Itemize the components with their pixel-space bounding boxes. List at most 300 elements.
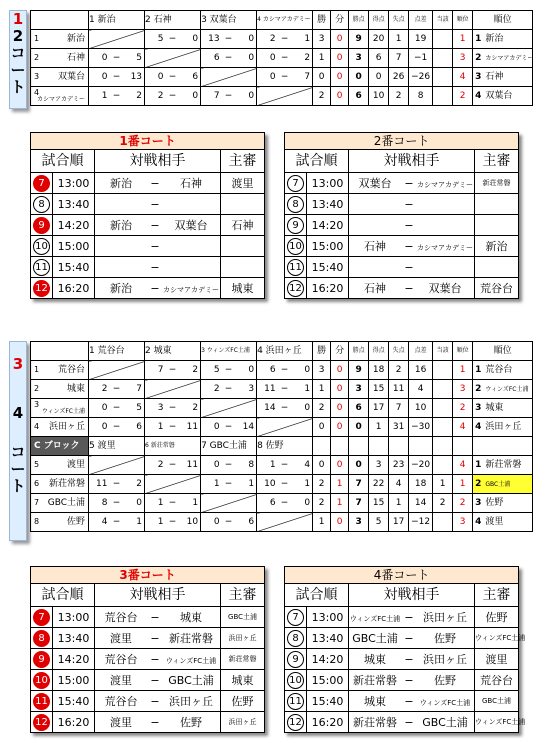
court-header-row — [31, 150, 265, 173]
versus-dash: − — [150, 610, 160, 624]
team-name-cell — [31, 49, 89, 68]
order-header: 試合順 — [31, 584, 95, 607]
diagonal-cell — [89, 361, 145, 380]
score-home: 6 — [201, 49, 222, 68]
match-cell — [95, 194, 221, 215]
court-1-schedule — [30, 132, 265, 299]
side-char: コ — [10, 443, 26, 461]
diagonal-cell — [89, 456, 145, 475]
schedule-row — [31, 691, 265, 712]
rank-cell: 4 — [453, 68, 473, 87]
goals-for-cell: 0 — [369, 68, 389, 87]
score-away: 2 — [124, 87, 145, 106]
order-header: 試合順 — [285, 584, 349, 607]
blank-header-cell — [389, 437, 409, 456]
schedule-row — [31, 712, 265, 733]
match-number-cell — [285, 607, 307, 628]
goals-against-header: 失点 — [389, 342, 409, 361]
standing-number: 1 — [475, 364, 482, 375]
team-name: 新治 — [66, 33, 85, 44]
match-number: 7 — [287, 175, 304, 192]
match-cell — [349, 257, 475, 278]
score-home: 2 — [145, 87, 166, 106]
court-title-row — [285, 133, 519, 150]
match-cell — [349, 607, 475, 628]
team-name-cell — [31, 418, 89, 437]
goals-for-header: 得点 — [369, 11, 389, 30]
match-number: 12 — [33, 280, 50, 297]
points-header: 勝点 — [349, 11, 369, 30]
score-home: 1 — [145, 494, 166, 513]
score-home: 1 — [145, 513, 166, 532]
team-name: GBC土浦 — [47, 497, 85, 508]
goal-diff-cell: 19 — [409, 30, 433, 49]
score-dash: − — [278, 494, 292, 513]
standing-team: 荒谷台 — [485, 364, 513, 375]
points-header: 勝点 — [349, 342, 369, 361]
score-dash: − — [278, 380, 292, 399]
time-cell: 13:40 — [307, 628, 349, 649]
team-b: カシマアカデミー — [163, 285, 219, 294]
score-home: 11 — [89, 475, 110, 494]
match-cell — [95, 649, 221, 670]
wins-cell: 1 — [313, 380, 331, 399]
score-home: 1 — [201, 475, 222, 494]
match-number-cell — [285, 649, 307, 670]
draws-cell: 1 — [331, 475, 349, 494]
diagonal-cell — [89, 30, 145, 49]
team-name-cell — [31, 380, 89, 399]
standing-cell — [473, 475, 533, 494]
court-title-row — [31, 567, 265, 584]
standing-number: 4 — [475, 516, 482, 527]
score-away: 0 — [236, 361, 257, 380]
match-number: 8 — [33, 196, 50, 213]
score-home: 0 — [89, 49, 110, 68]
court-title: 3番コート — [31, 567, 265, 584]
block-a-header-row — [31, 11, 533, 30]
versus-dash: − — [404, 218, 414, 232]
match-cell — [95, 670, 221, 691]
referee-cell: 渡里 — [221, 173, 265, 194]
match-cell — [95, 691, 221, 712]
schedule-row — [285, 628, 519, 649]
order-header: 試合順 — [285, 150, 349, 173]
standing-cell — [473, 399, 533, 418]
standing-cell — [473, 68, 533, 87]
match-number: 8 — [33, 630, 50, 647]
score-home: 0 — [89, 68, 110, 87]
match-number: 10 — [33, 238, 50, 255]
points-cell: 7 — [349, 475, 369, 494]
referee-cell — [475, 257, 519, 278]
referee-header: 主審 — [475, 584, 519, 607]
court-header-row — [31, 584, 265, 607]
team-b: 佐野 — [434, 673, 456, 687]
draws-cell: 0 — [331, 456, 349, 475]
referee-cell: 新荘常磐 — [475, 173, 519, 194]
score-away: 0 — [292, 361, 313, 380]
match-number: 11 — [33, 693, 50, 710]
team-name: 渡里 — [66, 459, 85, 470]
match-cell — [349, 278, 475, 299]
team-a: 城東 — [364, 652, 386, 666]
points-cell: 9 — [349, 30, 369, 49]
score-home: 0 — [89, 418, 110, 437]
team-a: 荒谷台 — [104, 610, 138, 624]
versus-dash: − — [404, 694, 414, 708]
score-away: 0 — [236, 49, 257, 68]
side-char: ト — [10, 477, 26, 495]
wins-cell: 1 — [313, 513, 331, 532]
time-cell: 13:00 — [307, 607, 349, 628]
team-b: ウィンズFC土浦 — [419, 698, 471, 707]
team-name-cell — [31, 456, 89, 475]
side-char: コ — [10, 44, 26, 62]
score-dash: − — [166, 68, 180, 87]
tiebreak-cell — [433, 380, 453, 399]
order-header: 試合順 — [31, 150, 95, 173]
side-char: ー — [10, 61, 26, 79]
score-dash: − — [166, 456, 180, 475]
match-number-cell — [31, 712, 53, 733]
score-dash: − — [278, 456, 292, 475]
tiebreak-header: 当該 — [433, 342, 453, 361]
tiebreak-cell — [433, 49, 453, 68]
team-number: 4 — [34, 88, 40, 97]
score-dash: − — [110, 87, 124, 106]
score-home: 2 — [89, 380, 110, 399]
referee-cell: ウィンズFC土浦 — [475, 712, 519, 733]
schedule-row — [285, 257, 519, 278]
block-a-label: A ブロック — [31, 11, 89, 30]
schedule-row — [285, 173, 519, 194]
court-title: 1番コート — [31, 133, 265, 150]
team-b: 双葉台 — [174, 218, 208, 232]
match-number-cell — [31, 691, 53, 712]
score-dash: − — [166, 494, 180, 513]
rank-cell: 2 — [453, 87, 473, 106]
match-number-cell — [31, 670, 53, 691]
team-a: 新治 — [110, 176, 132, 190]
goal-diff-header: 点差 — [409, 342, 433, 361]
standing-header: 順位 — [473, 342, 533, 361]
time-cell: 13:00 — [53, 173, 95, 194]
score-dash: − — [278, 361, 292, 380]
team-number: 6 — [34, 478, 40, 488]
team-number: 8 — [34, 516, 40, 526]
team-b: ウィンズFC土浦 — [165, 656, 217, 665]
score-away: 5 — [124, 399, 145, 418]
court-title: 2番コート — [285, 133, 519, 150]
versus-dash: − — [150, 218, 160, 232]
blank-header-cell — [369, 437, 389, 456]
goals-against-cell: 4 — [389, 475, 409, 494]
goals-for-cell: 10 — [369, 87, 389, 106]
points-cell: 0 — [349, 456, 369, 475]
rank-cell: 1 — [453, 361, 473, 380]
score-away: 6 — [236, 513, 257, 532]
score-home: 2 — [145, 456, 166, 475]
draws-cell: 0 — [331, 68, 349, 87]
score-away: 11 — [180, 456, 201, 475]
score-away: 0 — [124, 494, 145, 513]
score-home: 1 — [257, 456, 278, 475]
team-col-2: 2 城東 — [145, 342, 201, 361]
points-cell: 3 — [349, 49, 369, 68]
standing-team: 渡里 — [485, 516, 504, 527]
points-cell: 6 — [349, 399, 369, 418]
score-dash: − — [278, 49, 292, 68]
match-cell — [95, 628, 221, 649]
referee-header: 主審 — [475, 150, 519, 173]
match-number-cell — [285, 215, 307, 236]
team-name-cell — [31, 87, 89, 106]
score-away: 11 — [180, 418, 201, 437]
team-col-1: 1 新治 — [89, 11, 145, 30]
versus-dash: − — [404, 631, 414, 645]
match-number-cell — [285, 691, 307, 712]
goals-against-cell: 2 — [389, 87, 409, 106]
score-home: 6 — [257, 361, 278, 380]
match-number-cell — [285, 236, 307, 257]
referee-cell: 佐野 — [221, 691, 265, 712]
referee-cell: 佐野 — [475, 607, 519, 628]
team-a: 荒谷台 — [104, 652, 138, 666]
tiebreak-cell — [433, 418, 453, 437]
referee-cell: 荒谷台 — [475, 278, 519, 299]
team-name-cell — [31, 68, 89, 87]
goals-against-cell: 7 — [389, 399, 409, 418]
team-col-1: 1 荒谷台 — [89, 342, 145, 361]
schedule-row — [31, 236, 265, 257]
standing-team: 城東 — [485, 402, 504, 413]
referee-cell: ウィンズFC土浦 — [475, 628, 519, 649]
match-number: 11 — [33, 259, 50, 276]
table-row — [31, 513, 533, 532]
match-number-cell — [285, 257, 307, 278]
schedule-row — [285, 649, 519, 670]
team-number: 4 — [34, 421, 40, 431]
court-3-schedule — [30, 566, 265, 733]
court-title: 4番コート — [285, 567, 519, 584]
team-col-3: 3 ウィンズFC土浦 — [201, 342, 257, 361]
team-name-cell — [31, 361, 89, 380]
schedule-row — [31, 278, 265, 299]
score-away: 0 — [292, 399, 313, 418]
match-cell — [349, 628, 475, 649]
match-cell — [349, 712, 475, 733]
tiebreak-header: 当該 — [433, 11, 453, 30]
score-away: 1 — [292, 475, 313, 494]
score-away: 7 — [292, 68, 313, 87]
time-cell: 14:20 — [307, 215, 349, 236]
team-name: 城東 — [66, 383, 85, 394]
draws-header: 分 — [331, 342, 349, 361]
rank-cell: 2 — [453, 494, 473, 513]
team-a: ウィンズFC土浦 — [349, 614, 401, 623]
draws-cell: 0 — [331, 49, 349, 68]
schedule-row — [31, 194, 265, 215]
block-b-header-row — [31, 342, 533, 361]
score-dash: − — [278, 399, 292, 418]
rank-cell: 4 — [453, 456, 473, 475]
score-dash: − — [222, 49, 236, 68]
tiebreak-cell — [433, 30, 453, 49]
match-number-cell — [31, 236, 53, 257]
team-b: 双葉台 — [428, 281, 462, 295]
match-number: 7 — [287, 609, 304, 626]
team-number: 1 — [34, 33, 40, 43]
referee-cell — [221, 194, 265, 215]
goals-against-cell: 26 — [389, 68, 409, 87]
tiebreak-cell — [433, 87, 453, 106]
score-away: 1 — [124, 513, 145, 532]
table-row — [31, 475, 533, 494]
team-a: 城東 — [364, 694, 386, 708]
score-away: 1 — [292, 380, 313, 399]
diagonal-cell — [257, 87, 313, 106]
time-cell: 15:40 — [53, 691, 95, 712]
standing-number: 2 — [475, 52, 482, 63]
referee-cell — [475, 194, 519, 215]
score-dash: − — [166, 513, 180, 532]
schedule-row — [31, 649, 265, 670]
schedule-row — [285, 691, 519, 712]
tiebreak-cell — [433, 361, 453, 380]
versus-dash: − — [150, 715, 160, 729]
team-number: 3 — [34, 400, 40, 409]
goals-against-cell: 7 — [389, 49, 409, 68]
score-away: 2 — [180, 361, 201, 380]
score-dash: − — [166, 87, 180, 106]
team-a: 石神 — [364, 239, 386, 253]
team-b: カシマアカデミー — [417, 180, 473, 189]
block-a-table — [30, 10, 533, 106]
match-cell — [95, 712, 221, 733]
table-row — [31, 49, 533, 68]
score-home: 14 — [257, 399, 278, 418]
schedule-row — [285, 670, 519, 691]
score-home: 0 — [201, 418, 222, 437]
score-dash: − — [222, 87, 236, 106]
score-home: 7 — [145, 361, 166, 380]
goals-for-cell: 1 — [369, 418, 389, 437]
standing-number: 2 — [475, 383, 482, 394]
goals-for-cell: 18 — [369, 361, 389, 380]
match-number: 10 — [287, 238, 304, 255]
time-cell: 16:20 — [307, 278, 349, 299]
goal-diff-cell: 4 — [409, 380, 433, 399]
wins-cell: 2 — [313, 399, 331, 418]
standing-cell — [473, 87, 533, 106]
rank-cell: 3 — [453, 49, 473, 68]
table-row — [31, 30, 533, 49]
team-number: 5 — [34, 459, 40, 469]
schedule-row — [31, 628, 265, 649]
draws-cell: 0 — [331, 513, 349, 532]
rank-cell: 3 — [453, 513, 473, 532]
points-cell: 3 — [349, 513, 369, 532]
match-number: 7 — [33, 175, 50, 192]
time-cell: 14:20 — [53, 649, 95, 670]
court-header-row — [285, 584, 519, 607]
referee-cell: GBC土浦 — [221, 607, 265, 628]
tiebreak-cell — [433, 456, 453, 475]
match-number-cell — [31, 607, 53, 628]
team-col-6: 6 新荘常磐 — [145, 437, 201, 456]
match-number-cell — [285, 278, 307, 299]
referee-cell: 城東 — [221, 278, 265, 299]
team-a: 石神 — [364, 281, 386, 295]
versus-dash: − — [404, 281, 414, 295]
team-col-8: 8 佐野 — [257, 437, 313, 456]
score-home: 5 — [201, 361, 222, 380]
match-number: 9 — [33, 651, 50, 668]
score-away: 1 — [236, 475, 257, 494]
team-col-5: 5 渡里 — [89, 437, 145, 456]
goals-against-cell: 31 — [389, 418, 409, 437]
match-header: 対戦相手 — [95, 150, 221, 173]
team-b: GBC土浦 — [422, 715, 468, 729]
team-a: 渡里 — [110, 715, 132, 729]
side-char: 3 — [12, 355, 24, 373]
versus-dash: − — [404, 260, 414, 274]
standing-number: 1 — [475, 459, 482, 470]
time-cell: 15:00 — [53, 236, 95, 257]
score-home: 0 — [145, 68, 166, 87]
rank-header: 順位 — [453, 11, 473, 30]
schedule-row — [31, 607, 265, 628]
standing-number: 3 — [475, 497, 482, 508]
score-home: 0 — [257, 68, 278, 87]
score-dash: − — [166, 361, 180, 380]
match-number-cell — [31, 649, 53, 670]
score-home: 11 — [257, 380, 278, 399]
match-number: 10 — [33, 672, 50, 689]
match-number: 7 — [33, 609, 50, 626]
score-dash: − — [110, 68, 124, 87]
versus-dash: − — [150, 652, 160, 666]
versus-dash: − — [150, 197, 160, 211]
team-name: 石神 — [66, 52, 85, 63]
time-cell: 15:40 — [53, 257, 95, 278]
match-cell — [349, 215, 475, 236]
team-col-3: 3 双葉台 — [201, 11, 257, 30]
rank-header: 順位 — [453, 342, 473, 361]
goals-for-cell: 5 — [369, 513, 389, 532]
goals-for-cell: 15 — [369, 380, 389, 399]
side-char — [10, 373, 26, 405]
side-char — [10, 422, 26, 444]
diagonal-cell — [257, 418, 313, 437]
score-home: 5 — [145, 30, 166, 49]
side-char: 4 — [12, 404, 24, 422]
team-a: 渡里 — [110, 631, 132, 645]
match-cell — [349, 173, 475, 194]
diagonal-cell — [201, 399, 257, 418]
score-dash: − — [278, 475, 292, 494]
match-cell — [349, 691, 475, 712]
team-name: ウィンズFC土浦 — [41, 408, 85, 415]
score-home: 3 — [145, 399, 166, 418]
standing-team: 新荘常磐 — [485, 459, 522, 470]
goals-against-cell: 11 — [389, 380, 409, 399]
schedule-row — [31, 257, 265, 278]
match-number: 12 — [287, 714, 304, 731]
match-number: 9 — [287, 651, 304, 668]
versus-dash: − — [404, 673, 414, 687]
